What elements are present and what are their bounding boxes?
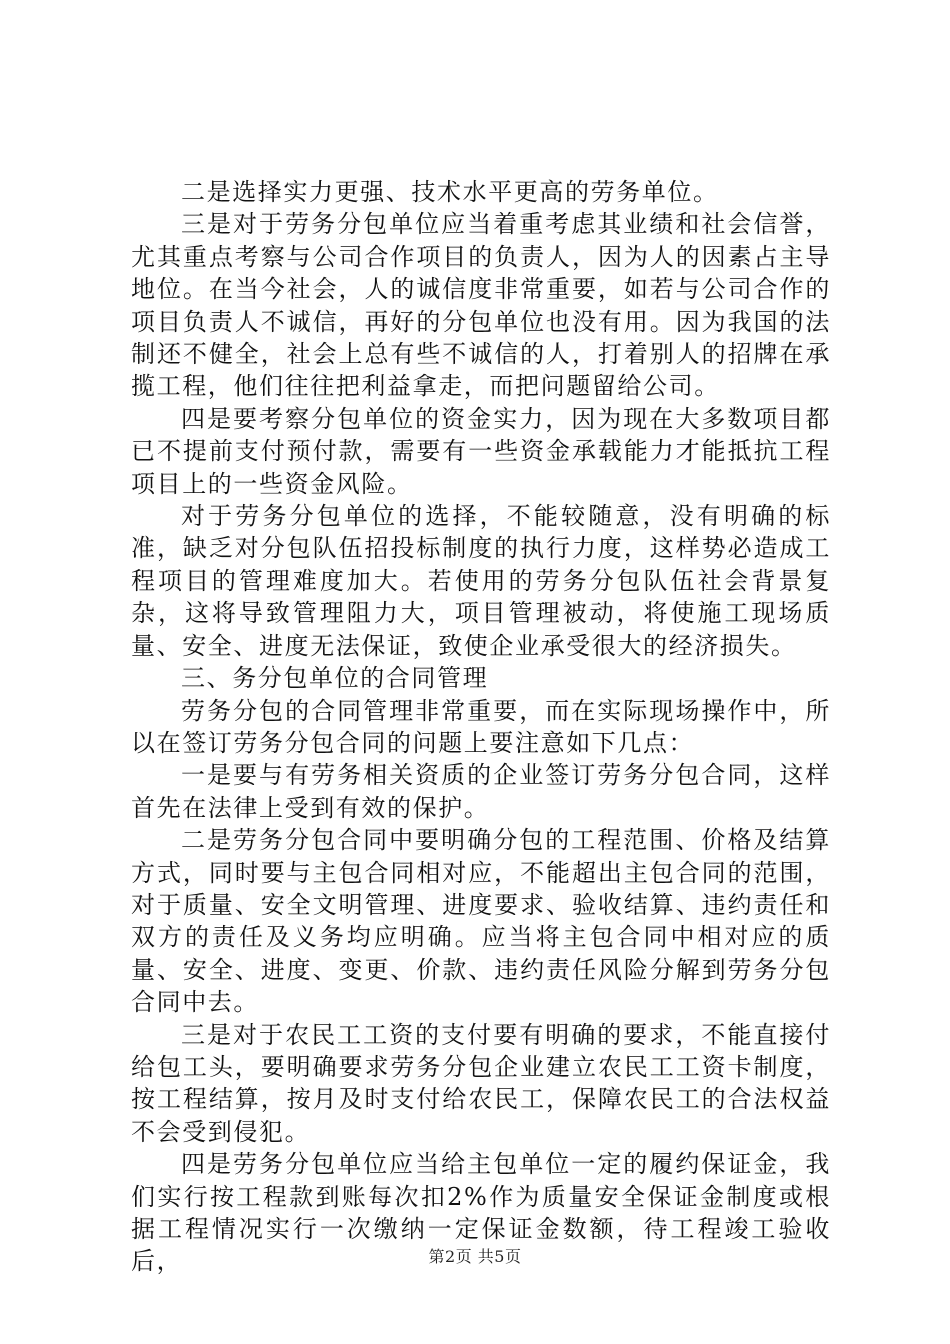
paragraph-3: 四是要考察分包单位的资金实力，因为现在大多数项目都已不提前支付预付款，需要有一些资金承载能力才能抵抗工程项目上的一些资金风险。 <box>131 404 831 498</box>
paragraph-8: 二是劳务分包合同中要明确分包的工程范围、价格及结算方式，同时要与主包合同相对应，不能超出主包合同的范围，对于质量、安全文明管理、进度要求、验收结算、违约责任和双方的责任及义务均应明确。应当将主包合同中相对应的质量、安全、进度、变更、价款、违约责任风险分解到劳务分包合同中去。 <box>131 826 831 1017</box>
paragraph-1: 二是选择实力更强、技术水平更高的劳务单位。 <box>181 178 719 206</box>
document-body <box>131 176 831 1278</box>
paragraph-4: 对于劳务分包单位的选择，不能较随意，没有明确的标准，缺乏对分包队伍招投标制度的执行力度，这样势必造成工程项目的管理难度加大。若使用的劳务分包队伍社会背景复杂，这将导致管理阻力大，项目管理被动，将使施工现场质量、安全、进度无法保证，致使企业承受很大的经济损失。 <box>131 502 831 660</box>
paragraph-10: 四是劳务分包单位应当给主包单位一定的履约保证金，我们实行按工程款到账每次扣2%作为质量安全保证金制度或根据工程情况实行一次缴纳一定保证金数额，待工程竣工验收后， <box>131 1150 831 1276</box>
section-heading-contract-management: 三、务分包单位的合同管理 <box>181 664 489 693</box>
page-number-footer: 第2页 共5页 <box>428 1247 522 1266</box>
paragraph-9: 三是对于农民工工资的支付要有明确的要求，不能直接付给包工头，要明确要求劳务分包企业建立农民工工资卡制度，按工程结算，按月及时支付给农民工，保障农民工的合法权益不会受到侵犯。 <box>131 1020 831 1146</box>
paragraph-2: 三是对于劳务分包单位应当着重考虑其业绩和社会信誉，尤其重点考察与公司合作项目的负责人，因为人的因素占主导地位。在当今社会，人的诚信度非常重要，如若与公司合作的项目负责人不诚信，再好的分包单位也没有用。因为我国的法制还不健全，社会上总有些不诚信的人，打着别人的招牌在承揽工程，他们往往把利益拿走，而把问题留给公司。 <box>131 210 831 401</box>
paragraph-7: 一是要与有劳务相关资质的企业签订劳务分包合同，这样首先在法律上受到有效的保护。 <box>131 761 831 822</box>
paragraph-6: 劳务分包的合同管理非常重要，而在实际现场操作中，所以在签订劳务分包合同的问题上要注意如下几点： <box>131 696 831 757</box>
